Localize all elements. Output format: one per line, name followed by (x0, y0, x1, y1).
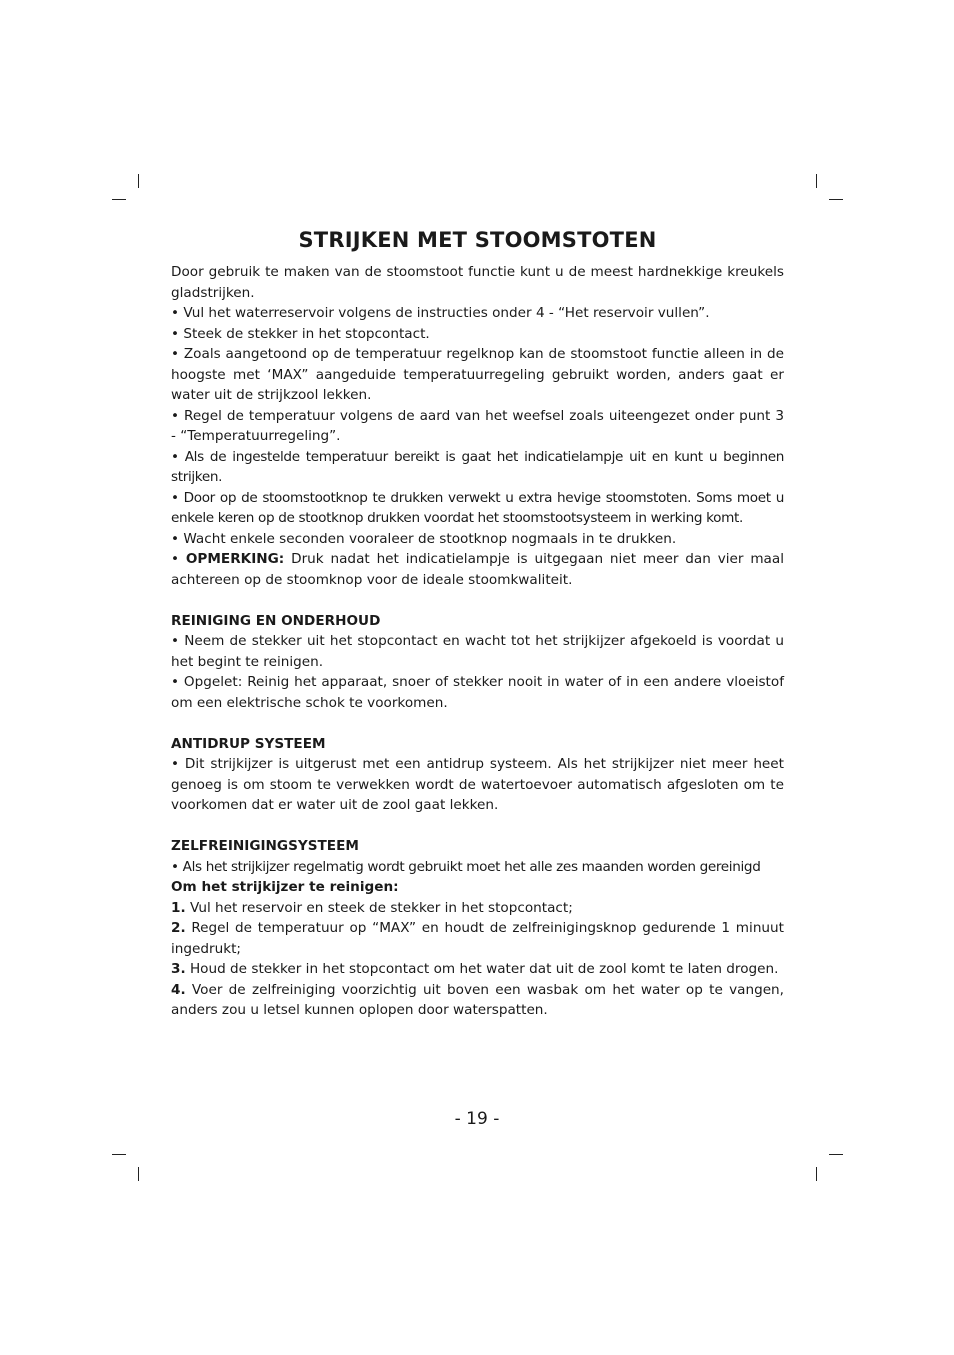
crop-mark-top-left-h (112, 199, 126, 200)
page-number: - 19 - (454, 1109, 500, 1129)
crop-mark-bottom-left-v (138, 1167, 139, 1181)
selfclean-bullet-1: • Als het strijkijzer regelmatig wordt gebruikt moet het alle zes maanden worden gereinigd (171, 858, 761, 875)
crop-mark-bottom-left-h (112, 1154, 126, 1155)
step-text: Regel de temperatuur op “MAX” en houdt de zelfreinigingsknop gedurende 1 minuut ingedrukt; (171, 920, 784, 957)
note-text: Druk nadat het indicatielampje is uitgegaan niet meer dan vier maal achtereen op de stoomknop voor de ideale stoomkwaliteit. (171, 551, 784, 588)
antidrip-heading: ANTIDRUP SYSTEEM (171, 735, 326, 752)
cleaning-bullet-1: • Neem de stekker uit het stopcontact en wacht tot het strijkijzer afgekoeld is voordat u het begint te reinigen. (171, 633, 784, 670)
step-number: 4. (171, 981, 186, 998)
step-number: 2. (171, 920, 186, 936)
selfclean-subheading (171, 877, 784, 898)
page-title: STRIJKEN MET STOOMSTOTEN (298, 228, 657, 252)
crop-mark-top-right-h (829, 199, 843, 200)
antidrip-bullet-1: • Dit strijkijzer is uitgerust met een antidrup systeem. Als het strijkijzer niet meer heet genoeg is om stoom te verwekken wordt de watertoevoer automatisch afgesloten om te voorkomen dat er water uit de zool gaat lekken. (171, 756, 784, 813)
selfclean-step-3 (171, 959, 784, 980)
step-number: 3. (171, 961, 186, 977)
crop-mark-bottom-right-v (816, 1167, 817, 1181)
steam-bullet-1: • Vul het waterreservoir volgens de instructies onder 4 - “Het reservoir vullen”. (171, 305, 710, 321)
manual-content (171, 262, 784, 1021)
selfclean-sub-label: Om het strijkijzer te reinigen: (171, 879, 399, 895)
cleaning-bullet-2: • Opgelet: Reinig het apparaat, snoer of stekker nooit in water of in een andere vloeistof om een elektrische schok te voorkomen. (171, 674, 784, 711)
step-number: 1. (171, 899, 186, 916)
selfclean-step-1 (171, 898, 784, 919)
steam-intro: Door gebruik te maken van de stoomstoot functie kunt u de meest hardnekkige kreukels gladstrijken. (171, 264, 784, 301)
step-text: Voer de zelfreiniging voorzichtig uit boven een wasbak om het water op te vangen, anders zou u letsel kunnen oplopen door waterspatten. (171, 981, 784, 1018)
steam-bullet-2: • Steek de stekker in het stopcontact. (171, 325, 430, 342)
steam-bullet-4: • Regel de temperatuur volgens de aard van het weefsel zoals uiteengezet onder punt 3 - “Temperatuurregeling”. (171, 407, 784, 444)
steam-bullet-5: • Als de ingestelde temperatuur bereikt is gaat het indicatielampje uit en kunt u beginnen strijken. (171, 448, 784, 485)
selfclean-step-4 (171, 980, 784, 1021)
steam-bullet-6: • Door op de stoomstootknop te drukken verwekt u extra hevige stoomstoten. Soms moet u enkele keren op de stootknop drukken voordat het stoomstootsysteem in werking komt. (171, 489, 784, 526)
step-text: Vul het reservoir en steek de stekker in het stopcontact; (185, 899, 573, 916)
step-text: Houd de stekker in het stopcontact om het water dat uit de zool komt te laten drogen. (185, 961, 779, 977)
selfclean-step-2 (171, 918, 784, 959)
crop-mark-top-right-v (816, 174, 817, 188)
cleaning-heading: REINIGING EN ONDERHOUD (171, 612, 381, 629)
steam-note (171, 549, 784, 590)
crop-mark-top-left-v (138, 174, 139, 188)
steam-bullet-7: • Wacht enkele seconden vooraleer de stootknop nogmaals in te drukken. (171, 530, 677, 547)
selfclean-heading: ZELFREINIGINGSYSTEEM (171, 838, 359, 854)
steam-bullet-3: • Zoals aangetoond op de temperatuur regelknop kan de stoomstoot functie alleen in de hoogste met ‘MAX” aangeduide temperatuurregeling gebruikt worden, anders gaat er water uit de strijkzool lekken. (171, 346, 784, 403)
crop-mark-bottom-right-h (829, 1154, 843, 1155)
note-label: OPMERKING: (185, 551, 285, 567)
note-bullet: • (171, 551, 186, 567)
